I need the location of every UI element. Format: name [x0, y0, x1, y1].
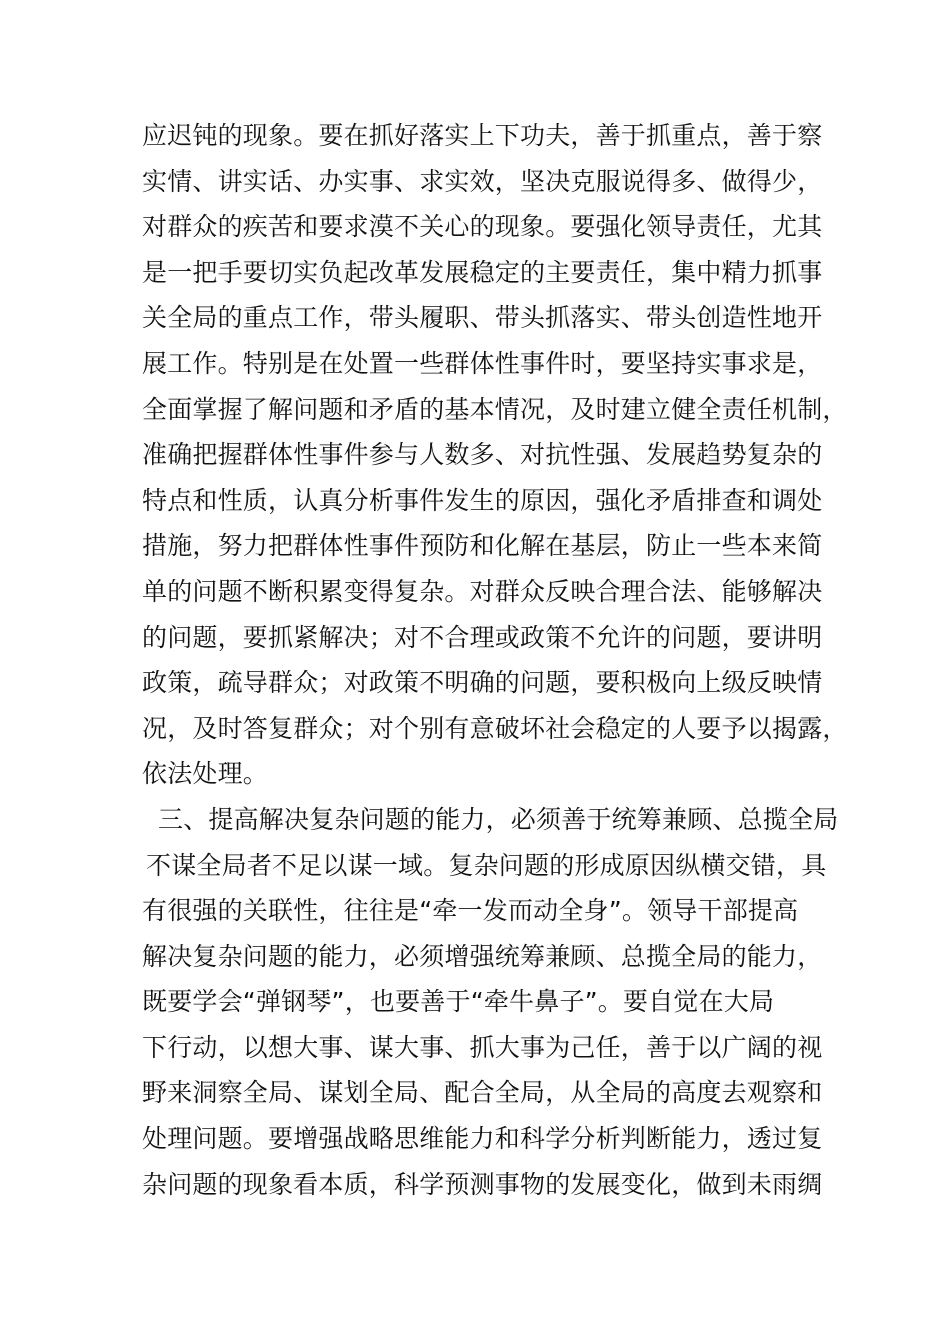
text-line-11: 单的问题不断积累变得复杂。对群众反映合理合法、能够解决 — [142, 576, 823, 606]
text-line-8: 准确把握群体性事件参与人数多、对抗性强、发展趋势复杂的 — [142, 440, 823, 470]
text-line-15: 依法处理。 — [142, 759, 269, 789]
text-line-14: 况，及时答复群众；对个别有意破坏社会稳定的人要予以揭露， — [142, 713, 848, 743]
text-line-5: 关全局的重点工作，带头履职、带头抓落实、带头创造性地开 — [142, 303, 823, 333]
text-line-6: 展工作。特别是在处置一些群体性事件时，要坚持实事求是， — [142, 348, 823, 378]
text-line-13: 政策，疏导群众；对政策不明确的问题，要积极向上级反映情 — [142, 668, 823, 698]
text-line-2: 实情、讲实话、办实事、求实效，坚决克服说得多、做得少， — [142, 166, 823, 196]
text-line-21: 下行动，以想大事、谋大事、抓大事为己任，善于以广阔的视 — [142, 1032, 823, 1062]
text-line-24: 杂问题的现象看本质，科学预测事物的发展变化，做到未雨绸 — [142, 1169, 823, 1199]
text-line-20: 既要学会“弹钢琴”，也要善于“牵牛鼻子”。要自觉在大局 — [142, 987, 775, 1017]
text-line-18: 有很强的关联性，往往是“牵一发而动全身”。领导干部提高 — [142, 896, 799, 926]
text-line-22: 野来洞察全局、谋划全局、配合全局，从全局的高度去观察和 — [142, 1078, 823, 1108]
text-line-1: 应迟钝的现象。要在抓好落实上下功夫，善于抓重点，善于察 — [142, 121, 823, 150]
text-line-4: 是一把手要切实负起改革发展稳定的主要责任，集中精力抓事 — [142, 257, 823, 287]
text-line-23: 处理问题。要增强战略思维能力和科学分析判断能力，透过复 — [142, 1124, 823, 1154]
text-line-3: 对群众的疾苦和要求漠不关心的现象。要强化领导责任，尤其 — [142, 212, 823, 242]
section-heading: 三、提高解决复杂问题的能力，必须善于统筹兼顾、总揽全局 — [158, 804, 839, 834]
body-text — [142, 113, 848, 1207]
text-line-17: 不谋全局者不足以谋一域。复杂问题的形成原因纵横交错，具 — [146, 850, 827, 880]
text-line-9: 特点和性质，认真分析事件发生的原因，强化矛盾排查和调处 — [142, 485, 823, 515]
text-line-19: 解决复杂问题的能力，必须增强统筹兼顾、总揽全局的能力， — [142, 941, 823, 971]
text-line-10: 措施，努力把群体性事件预防和化解在基层，防止一些本来简 — [142, 531, 823, 561]
text-line-12: 的问题，要抓紧解决；对不合理或政策不允许的问题，要讲明 — [142, 622, 823, 652]
text-line-7: 全面掌握了解问题和矛盾的基本情况，及时建立健全责任机制， — [142, 394, 848, 424]
